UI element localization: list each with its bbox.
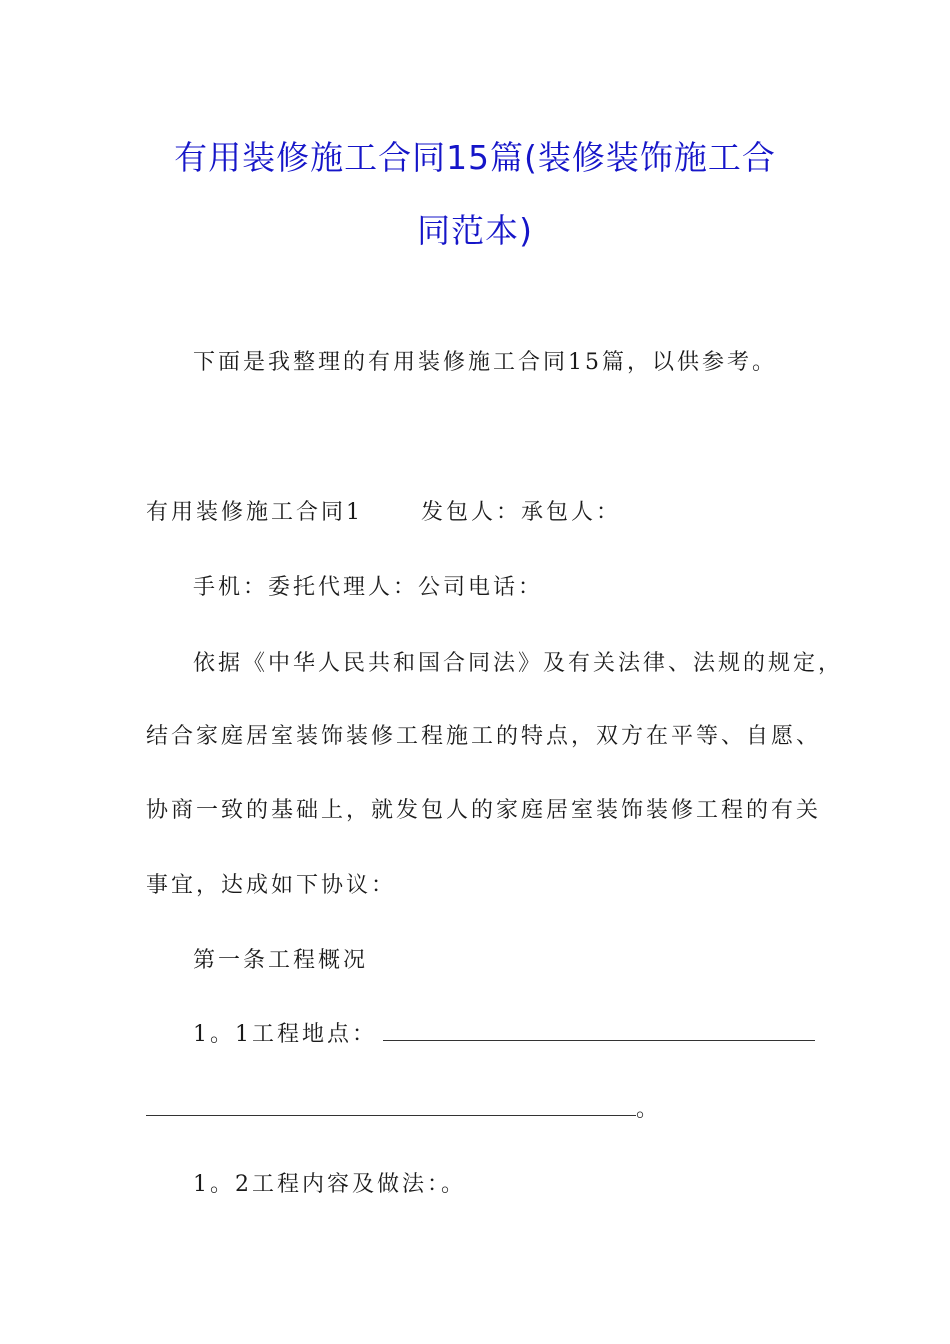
document-title-line-2: 同范本) bbox=[417, 211, 533, 250]
item-1-2: 1。2工程内容及做法：。 bbox=[193, 1172, 466, 1197]
preamble-line-4: 事宜，达成如下协议： bbox=[146, 873, 397, 898]
contacts-line: 手机：委托代理人：公司电话： bbox=[193, 575, 544, 600]
item-1-1-continuation bbox=[146, 1092, 661, 1123]
parties-line: 发包人：承包人： bbox=[421, 500, 622, 525]
contract-heading-row bbox=[146, 495, 621, 526]
article-1-heading: 第一条工程概况 bbox=[193, 948, 369, 973]
intro-paragraph: 下面是我整理的有用装修施工合同15篇，以供参考。 bbox=[193, 350, 777, 375]
document-title-line-1: 有用装修施工合同15篇(装修装饰施工合 bbox=[174, 138, 776, 177]
address-blank-line-1 bbox=[383, 1020, 815, 1041]
preamble-line-1: 依据《中华人民共和国合同法》及有关法律、法规的规定， bbox=[193, 651, 844, 676]
item-1-1-end: 。 bbox=[636, 1097, 662, 1122]
address-blank-line-2 bbox=[146, 1095, 636, 1116]
item-1-1-label: 1。1工程地点： bbox=[193, 1022, 377, 1047]
preamble-line-2: 结合家庭居室装饰装修工程施工的特点，双方在平等、自愿、 bbox=[146, 724, 822, 749]
contract-heading: 有用装修施工合同1 bbox=[146, 500, 363, 525]
item-1-1-row bbox=[193, 1017, 815, 1048]
preamble-line-3: 协商一致的基础上，就发包人的家庭居室装饰装修工程的有关 bbox=[146, 798, 822, 823]
